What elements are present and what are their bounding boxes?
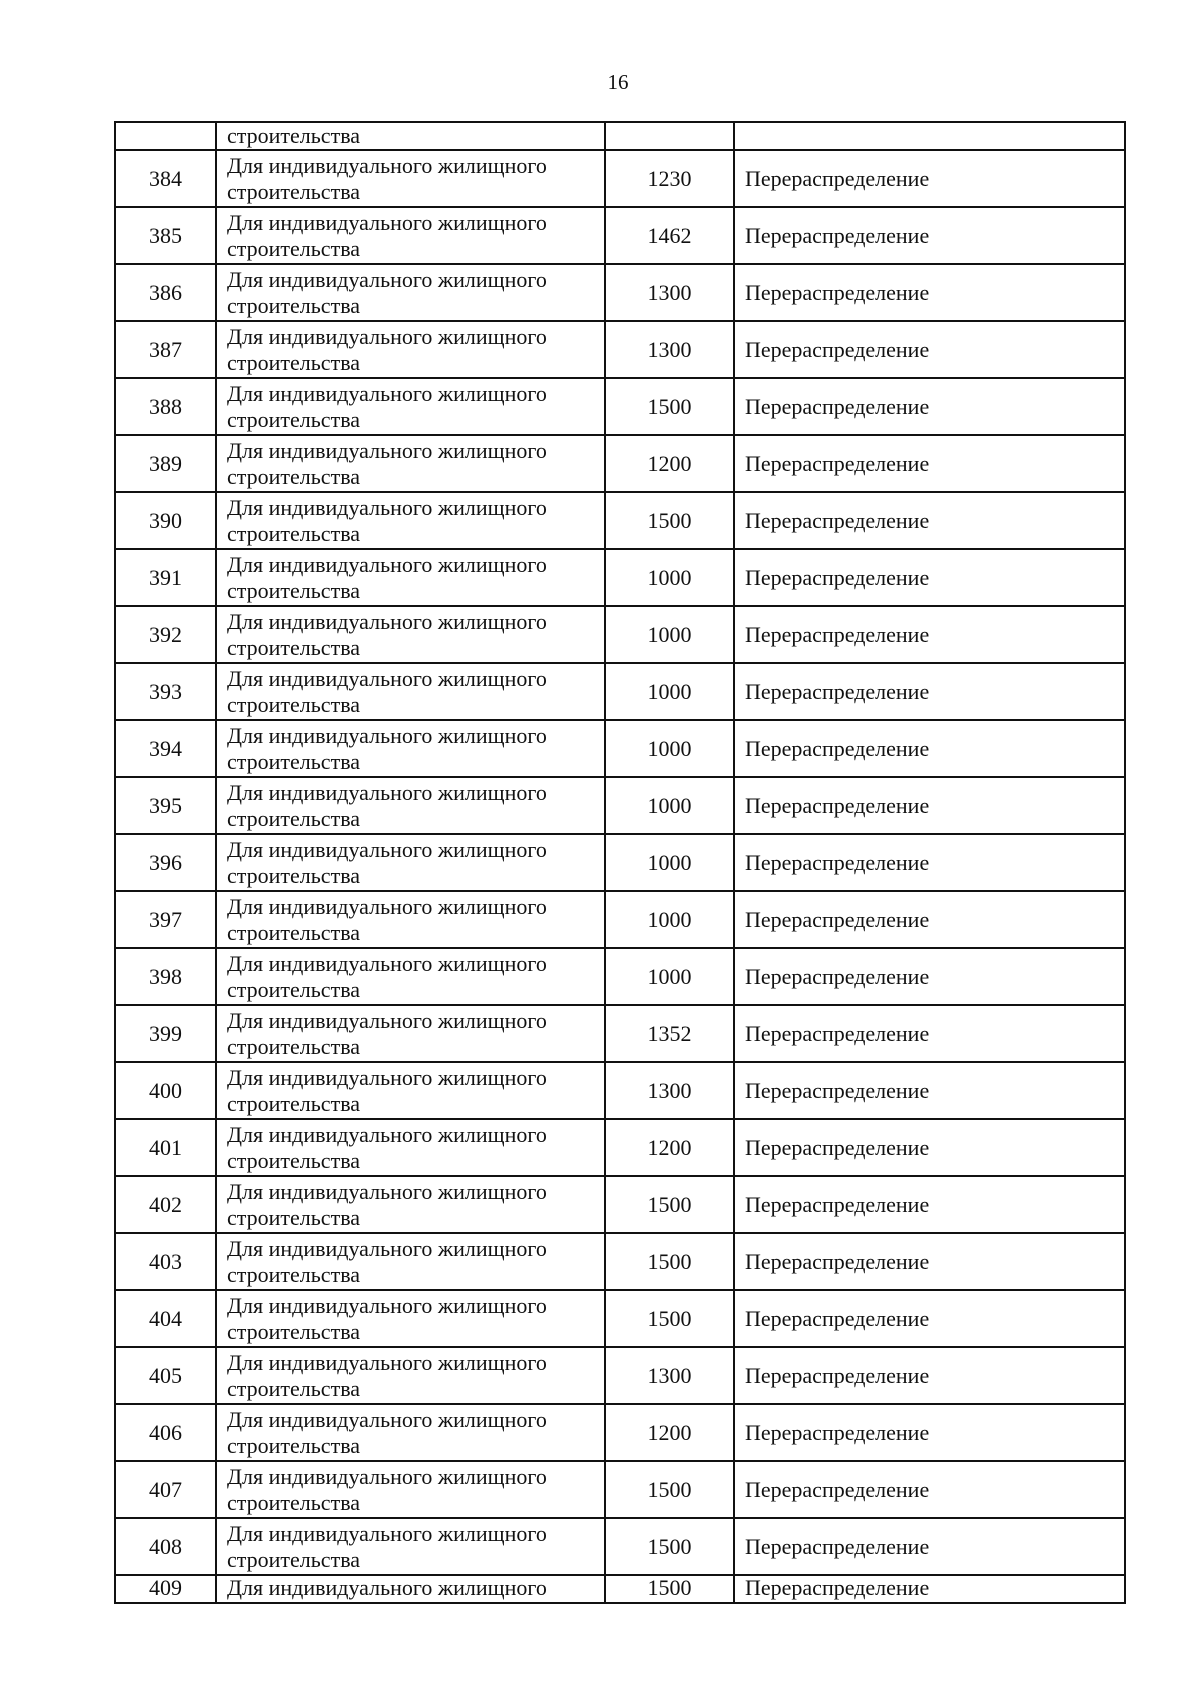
cell-land-use: Для индивидуального жилищного строительства	[216, 378, 605, 435]
cell-procedure: Перераспределение	[734, 1062, 1125, 1119]
cell-procedure: Перераспределение	[734, 720, 1125, 777]
cell-land-use: Для индивидуального жилищного	[216, 1575, 605, 1603]
cell-procedure: Перераспределение	[734, 663, 1125, 720]
cell-procedure: Перераспределение	[734, 435, 1125, 492]
cell-land-use: Для индивидуального жилищного строительства	[216, 1176, 605, 1233]
cell-land-use: Для индивидуального жилищного строительства	[216, 1119, 605, 1176]
cell-area	[605, 122, 734, 150]
table-row	[115, 1518, 1125, 1575]
cell-area: 1230	[605, 150, 734, 207]
cell-number: 399	[115, 1005, 216, 1062]
cell-number: 402	[115, 1176, 216, 1233]
cell-number: 393	[115, 663, 216, 720]
cell-procedure: Перераспределение	[734, 834, 1125, 891]
cell-procedure: Перераспределение	[734, 378, 1125, 435]
cell-area: 1352	[605, 1005, 734, 1062]
table-body	[115, 122, 1125, 1603]
cell-procedure: Перераспределение	[734, 1347, 1125, 1404]
cell-land-use: строительства	[216, 122, 605, 150]
table-row	[115, 207, 1125, 264]
cell-land-use: Для индивидуального жилищного строительства	[216, 606, 605, 663]
cell-number: 397	[115, 891, 216, 948]
cell-land-use: Для индивидуального жилищного строительства	[216, 834, 605, 891]
table-row-last	[115, 1575, 1125, 1603]
cell-number	[115, 122, 216, 150]
cell-procedure: Перераспределение	[734, 1119, 1125, 1176]
cell-number: 400	[115, 1062, 216, 1119]
cell-procedure: Перераспределение	[734, 1005, 1125, 1062]
cell-area: 1462	[605, 207, 734, 264]
table-row	[115, 891, 1125, 948]
table-row	[115, 1176, 1125, 1233]
cell-area: 1500	[605, 1290, 734, 1347]
cell-procedure: Перераспределение	[734, 492, 1125, 549]
cell-land-use: Для индивидуального жилищного строительства	[216, 150, 605, 207]
table-row-continuation	[115, 122, 1125, 150]
cell-number: 389	[115, 435, 216, 492]
cell-land-use: Для индивидуального жилищного строительства	[216, 1290, 605, 1347]
cell-area: 1000	[605, 720, 734, 777]
cell-number: 409	[115, 1575, 216, 1603]
table-row	[115, 1119, 1125, 1176]
cell-land-use: Для индивидуального жилищного строительства	[216, 1404, 605, 1461]
cell-area: 1200	[605, 1119, 734, 1176]
page-number: 16	[607, 70, 629, 94]
cell-procedure: Перераспределение	[734, 891, 1125, 948]
cell-number: 406	[115, 1404, 216, 1461]
cell-land-use: Для индивидуального жилищного строительства	[216, 321, 605, 378]
cell-number: 401	[115, 1119, 216, 1176]
table-row	[115, 1062, 1125, 1119]
cell-land-use: Для индивидуального жилищного строительства	[216, 1005, 605, 1062]
cell-area: 1300	[605, 1062, 734, 1119]
cell-procedure: Перераспределение	[734, 1176, 1125, 1233]
cell-area: 1000	[605, 606, 734, 663]
cell-procedure: Перераспределение	[734, 207, 1125, 264]
cell-area: 1500	[605, 1575, 734, 1603]
cell-area: 1000	[605, 777, 734, 834]
cell-procedure: Перераспределение	[734, 264, 1125, 321]
table-row	[115, 663, 1125, 720]
cell-land-use: Для индивидуального жилищного строительства	[216, 1461, 605, 1518]
cell-land-use: Для индивидуального жилищного строительства	[216, 1062, 605, 1119]
cell-area: 1200	[605, 435, 734, 492]
cell-number: 386	[115, 264, 216, 321]
cell-land-use: Для индивидуального жилищного строительства	[216, 492, 605, 549]
cell-number: 396	[115, 834, 216, 891]
cell-number: 384	[115, 150, 216, 207]
cell-number: 391	[115, 549, 216, 606]
cell-land-use: Для индивидуального жилищного строительства	[216, 777, 605, 834]
cell-procedure: Перераспределение	[734, 948, 1125, 1005]
land-plots-table	[114, 121, 1126, 1604]
cell-procedure: Перераспределение	[734, 321, 1125, 378]
cell-land-use: Для индивидуального жилищного строительства	[216, 1347, 605, 1404]
cell-area: 1500	[605, 1233, 734, 1290]
cell-area: 1500	[605, 1461, 734, 1518]
cell-number: 398	[115, 948, 216, 1005]
cell-land-use: Для индивидуального жилищного строительства	[216, 264, 605, 321]
cell-procedure: Перераспределение	[734, 1518, 1125, 1575]
table-row	[115, 606, 1125, 663]
table-row	[115, 834, 1125, 891]
table-row	[115, 1461, 1125, 1518]
cell-number: 390	[115, 492, 216, 549]
cell-area: 1000	[605, 834, 734, 891]
table-row	[115, 378, 1125, 435]
table-row	[115, 1233, 1125, 1290]
table-row	[115, 435, 1125, 492]
cell-number: 405	[115, 1347, 216, 1404]
cell-number: 385	[115, 207, 216, 264]
cell-area: 1500	[605, 378, 734, 435]
cell-procedure	[734, 122, 1125, 150]
cell-procedure: Перераспределение	[734, 150, 1125, 207]
table-row	[115, 1347, 1125, 1404]
cell-number: 407	[115, 1461, 216, 1518]
cell-procedure: Перераспределение	[734, 1290, 1125, 1347]
table-row	[115, 948, 1125, 1005]
cell-number: 387	[115, 321, 216, 378]
cell-area: 1000	[605, 549, 734, 606]
cell-area: 1300	[605, 1347, 734, 1404]
cell-land-use: Для индивидуального жилищного строительства	[216, 207, 605, 264]
cell-number: 403	[115, 1233, 216, 1290]
cell-procedure: Перераспределение	[734, 1404, 1125, 1461]
cell-area: 1000	[605, 891, 734, 948]
table-row	[115, 1005, 1125, 1062]
table-row	[115, 549, 1125, 606]
table-row	[115, 1404, 1125, 1461]
cell-area: 1500	[605, 1518, 734, 1575]
cell-land-use: Для индивидуального жилищного строительства	[216, 891, 605, 948]
table-row	[115, 1290, 1125, 1347]
cell-land-use: Для индивидуального жилищного строительства	[216, 1518, 605, 1575]
table-row	[115, 150, 1125, 207]
cell-number: 395	[115, 777, 216, 834]
cell-procedure: Перераспределение	[734, 606, 1125, 663]
cell-procedure: Перераспределение	[734, 549, 1125, 606]
cell-procedure: Перераспределение	[734, 1233, 1125, 1290]
cell-area: 1000	[605, 663, 734, 720]
cell-number: 388	[115, 378, 216, 435]
cell-number: 392	[115, 606, 216, 663]
cell-area: 1000	[605, 948, 734, 1005]
table-row	[115, 264, 1125, 321]
cell-land-use: Для индивидуального жилищного строительства	[216, 435, 605, 492]
cell-procedure: Перераспределение	[734, 1461, 1125, 1518]
cell-procedure: Перераспределение	[734, 777, 1125, 834]
table-row	[115, 321, 1125, 378]
cell-land-use: Для индивидуального жилищного строительства	[216, 549, 605, 606]
cell-area: 1500	[605, 1176, 734, 1233]
cell-land-use: Для индивидуального жилищного строительства	[216, 948, 605, 1005]
table-row	[115, 720, 1125, 777]
table-row	[115, 492, 1125, 549]
cell-area: 1300	[605, 321, 734, 378]
cell-procedure: Перераспределение	[734, 1575, 1125, 1603]
cell-area: 1300	[605, 264, 734, 321]
cell-land-use: Для индивидуального жилищного строительства	[216, 663, 605, 720]
cell-number: 408	[115, 1518, 216, 1575]
cell-land-use: Для индивидуального жилищного строительства	[216, 1233, 605, 1290]
cell-land-use: Для индивидуального жилищного строительства	[216, 720, 605, 777]
cell-number: 404	[115, 1290, 216, 1347]
table-row	[115, 777, 1125, 834]
cell-area: 1200	[605, 1404, 734, 1461]
cell-number: 394	[115, 720, 216, 777]
cell-area: 1500	[605, 492, 734, 549]
